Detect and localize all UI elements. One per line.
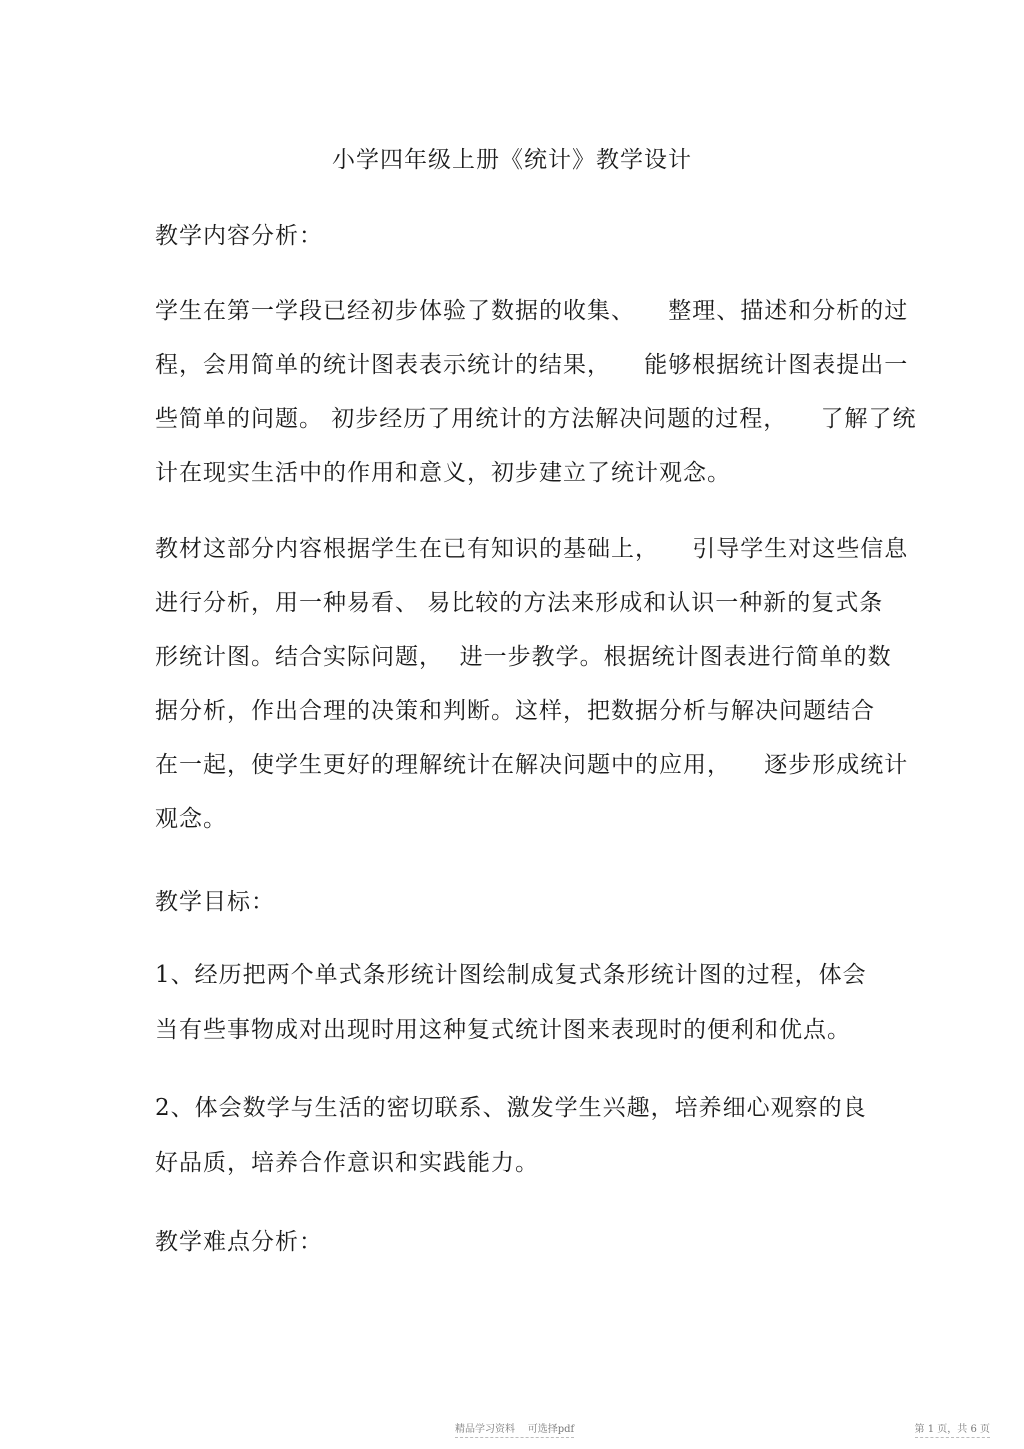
text-line: 好品质，培养合作意识和实践能力。 [155, 1150, 539, 1176]
text-line: 2、体会数学与生活的密切联系、激发学生兴趣，培养细心观察的良 [155, 1095, 867, 1121]
goal-item-2 [155, 1081, 875, 1191]
text-line: 形统计图。结合实际问题， 进一步教学。根据统计图表进行简单的数 [155, 644, 892, 670]
text-line: 计在现实生活中的作用和意义，初步建立了统计观念。 [155, 460, 731, 486]
text-line: 进行分析，用一种易看、 易比较的方法来形成和认识一种新的复式条 [155, 590, 884, 616]
section-heading-difficulty: 教学难点分析： [155, 1229, 323, 1255]
text-line: 程，会用简单的统计图表表示统计的结果， 能够根据统计图表提出一 [155, 352, 909, 378]
section-heading-content-analysis: 教学内容分析： [155, 223, 323, 249]
footer-watermark-text: 精品学习资料 可选择pdf [455, 1420, 574, 1438]
page-title: 小学四年级上册《统计》教学设计 [332, 147, 692, 173]
text-line: 教材这部分内容根据学生在已有知识的基础上， 引导学生对这些信息 [155, 536, 909, 562]
text-line: 在一起，使学生更好的理解统计在解决问题中的应用， 逐步形成统计 [155, 752, 909, 778]
page-indicator: 第 1 页，共 6 页 [915, 1420, 990, 1438]
section-heading-goals: 教学目标： [155, 889, 275, 915]
text-line: 些简单的问题。 初步经历了用统计的方法解决问题的过程， 了解了统 [155, 406, 917, 432]
text-line: 观念。 [155, 806, 227, 832]
text-line: 1、经历把两个单式条形统计图绘制成复式条形统计图的过程，体会 [155, 962, 867, 988]
paragraph-textbook-content [155, 522, 909, 846]
goal-item-1 [155, 948, 875, 1058]
paragraph-prior-knowledge [155, 284, 917, 500]
text-line: 学生在第一学段已经初步体验了数据的收集、 整理、描述和分析的过 [155, 298, 909, 324]
text-line: 当有些事物成对出现时用这种复式统计图来表现时的便利和优点。 [155, 1017, 851, 1043]
text-line: 据分析，作出合理的决策和判断。这样，把数据分析与解决问题结合 [155, 698, 875, 724]
